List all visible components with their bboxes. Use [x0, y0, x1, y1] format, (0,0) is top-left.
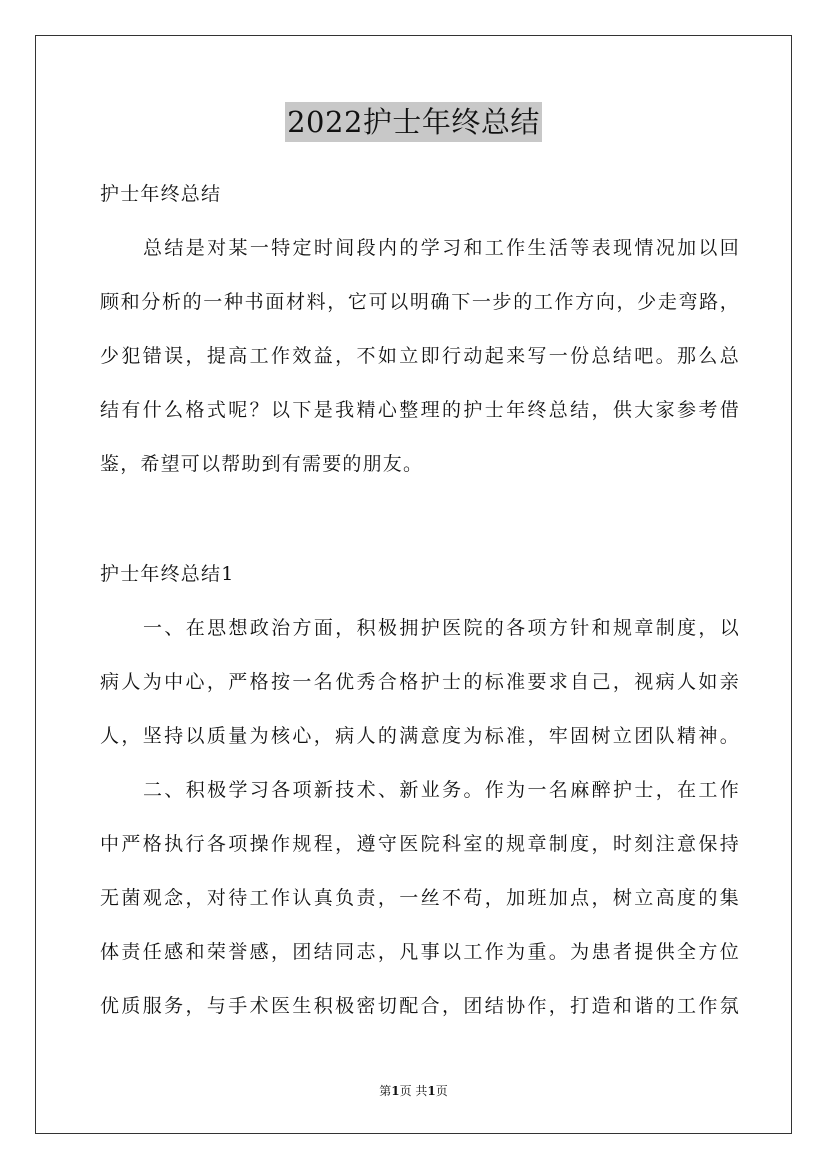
intro-line-3: 少犯错误，提高工作效益，不如立即行动起来写一份总结吧。那么总 — [100, 345, 740, 367]
subtitle: 护士年终总结 — [100, 183, 222, 205]
page-footer — [0, 1083, 827, 1099]
footer-prefix: 第 — [379, 1084, 392, 1098]
intro-line-2: 顾和分析的一种书面材料，它可以明确下一步的工作方向，少走弯路， — [100, 291, 740, 313]
footer-page-number: 1 — [391, 1084, 400, 1098]
footer-middle: 页 共 — [399, 1084, 428, 1098]
para2-line-5: 优质服务，与手术医生积极密切配合，团结协作，打造和谐的工作氛 — [100, 995, 740, 1017]
footer-total-pages: 1 — [427, 1084, 436, 1098]
para2-line-3: 无菌观念，对待工作认真负责，一丝不苟，加班加点，树立高度的集 — [100, 887, 740, 909]
para1-line-3: 人，坚持以质量为核心，病人的满意度为标准，牢固树立团队精神。 — [100, 725, 740, 747]
intro-line-5: 鉴，希望可以帮助到有需要的朋友。 — [100, 453, 424, 475]
para1-line-1: 一、在思想政治方面，积极拥护医院的各项方针和规章制度，以 — [143, 617, 740, 639]
title-block — [0, 102, 827, 142]
para2-line-2: 中严格执行各项操作规程，遵守医院科室的规章制度，时刻注意保持 — [100, 833, 740, 855]
footer-suffix: 页 — [435, 1084, 448, 1098]
document-title: 2022护士年终总结 — [285, 102, 542, 142]
section1-heading: 护士年终总结1 — [100, 563, 235, 585]
para2-line-4: 体责任感和荣誉感，团结同志，凡事以工作为重。为患者提供全方位 — [100, 941, 740, 963]
para1-line-2: 病人为中心，严格按一名优秀合格护士的标准要求自己，视病人如亲 — [100, 671, 740, 693]
intro-line-1: 总结是对某一特定时间段内的学习和工作生活等表现情况加以回 — [143, 237, 740, 259]
intro-line-4: 结有什么格式呢？以下是我精心整理的护士年终总结，供大家参考借 — [100, 399, 740, 421]
para2-line-1: 二、积极学习各项新技术、新业务。作为一名麻醉护士，在工作 — [143, 779, 740, 801]
